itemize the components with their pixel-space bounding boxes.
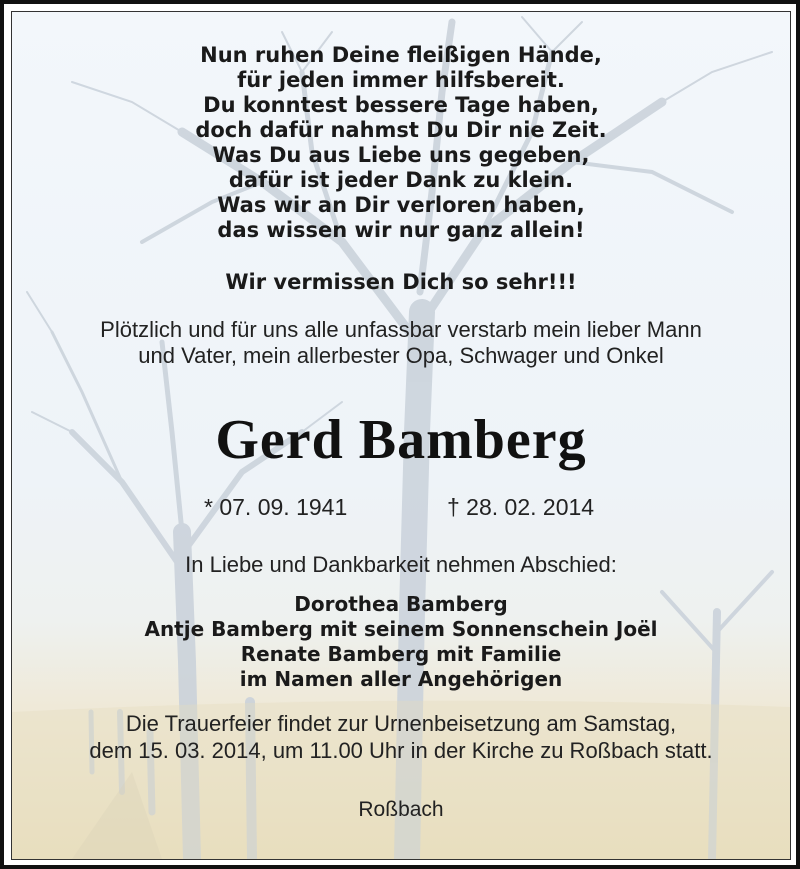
death-date: † 28. 02. 2014 [447,494,595,520]
notice-text [12,12,790,859]
birth-date: * 07. 09. 1941 [204,494,348,520]
poem-line: Nun ruhen Deine fleißigen Hände, [200,43,602,67]
poem-line: doch dafür nahmst Du Dir nie Zeit. [195,118,607,142]
poem-line: Was Du aus Liebe uns gegeben, [212,143,590,167]
mourner-name: Renate Bamberg mit Familie [240,642,562,666]
poem-line: Was wir an Dir verloren haben, [217,193,585,217]
service-line: Die Trauerfeier findet zur Urnenbeisetzung am Samstag, [125,711,677,736]
poem-line: für jeden immer hilfsbereit. [237,68,565,92]
intro-line: und Vater, mein allerbester Opa, Schwager und Onkel [138,343,664,368]
poem-line: dafür ist jeder Dank zu klein. [228,168,574,192]
service-line: dem 15. 03. 2014, um 11.00 Uhr in der Kirche zu Roßbach statt. [89,738,713,763]
poem-line: Du konntest bessere Tage haben, [203,93,599,117]
farewell-line: In Liebe und Dankbarkeit nehmen Abschied: [185,552,617,577]
miss-line: Wir vermissen Dich so sehr!!! [225,270,577,294]
mourner-name: im Namen aller Angehörigen [239,667,563,691]
place-name: Roßbach [358,798,444,821]
mourner-name: Dorothea Bamberg [294,592,508,616]
notice-panel [11,11,791,860]
deceased-name: Gerd Bamberg [215,409,587,471]
intro-line: Plötzlich und für uns alle unfassbar verstarb mein lieber Mann [100,317,702,342]
mourner-name: Antje Bamberg mit seinem Sonnenschein Joël [144,617,658,641]
poem-line: das wissen wir nur ganz allein! [217,218,585,242]
